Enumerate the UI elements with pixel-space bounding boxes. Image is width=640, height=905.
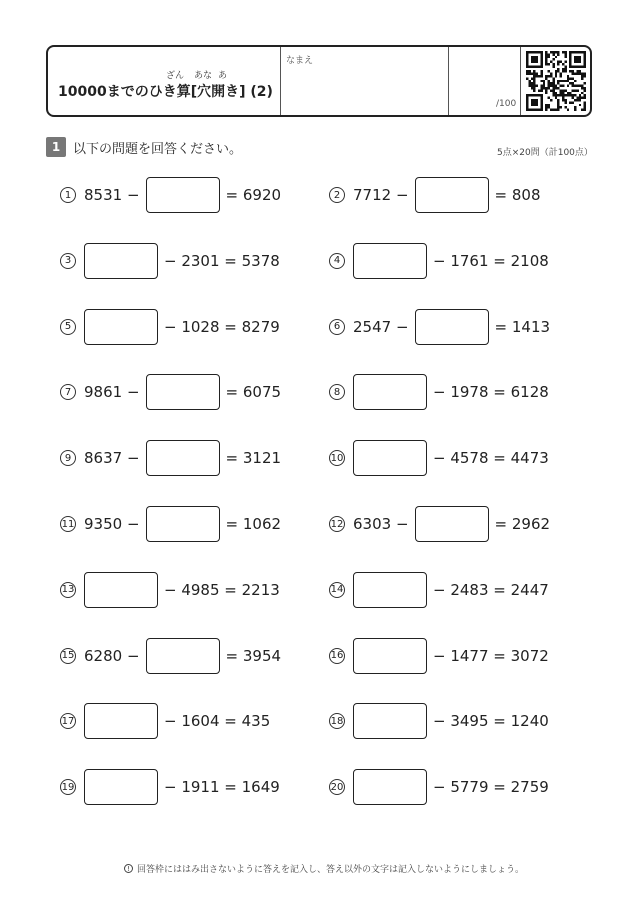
problem-number: 16 — [329, 648, 345, 664]
problem-expression-left: 2547 − — [353, 317, 409, 336]
problem-number: 9 — [60, 450, 76, 466]
ruby-a: あ — [218, 71, 228, 81]
problem-number: 17 — [60, 713, 76, 729]
problem-number: 19 — [60, 779, 76, 795]
divider — [520, 47, 521, 115]
score-label: /100 — [496, 99, 517, 109]
problem-item — [60, 769, 280, 805]
answer-box[interactable] — [353, 440, 427, 476]
problem-expression-left: 9861 − — [84, 383, 140, 402]
section-instruction: 以下の問題を回答ください。 — [73, 142, 243, 157]
problem-item — [329, 572, 549, 608]
problem-expression-right: = 1062 — [225, 515, 282, 533]
problem-number: 14 — [329, 582, 345, 598]
ruby-zan: ざん — [166, 71, 185, 81]
problem-expression-left: 6280 − — [84, 646, 140, 665]
qr-code-icon — [526, 51, 586, 111]
problem-expression-left: 8531 − — [84, 186, 140, 204]
problem-item — [60, 374, 281, 410]
problem-expression-right: = 1413 — [494, 317, 551, 336]
problem-number: 12 — [329, 516, 345, 532]
problem-expression-right: − 1028 = 8279 — [164, 317, 280, 336]
problem-item — [60, 309, 280, 345]
problem-item — [329, 243, 549, 279]
problem-item — [329, 374, 549, 410]
problem-expression-right: − 3495 = 1240 — [433, 712, 549, 731]
answer-box[interactable] — [353, 572, 427, 608]
problem-expression-right: − 1911 = 1649 — [164, 778, 280, 797]
answer-box[interactable] — [84, 703, 158, 739]
problem-number: 18 — [329, 713, 345, 729]
footer-text: 回答枠にははみ出さないように答えを記入し、答え以外の文字は記入しないようにしましょう。 — [137, 865, 525, 875]
problem-item — [329, 703, 549, 739]
problem-expression-right: − 1761 = 2108 — [433, 251, 549, 270]
answer-box[interactable] — [146, 440, 220, 476]
title-cell — [48, 47, 280, 115]
problem-item — [329, 638, 549, 674]
problem-expression-left: 9350 − — [84, 515, 140, 533]
ruby-ana: あな — [194, 71, 213, 81]
problem-number: 11 — [60, 516, 76, 532]
problem-expression-right: = 6075 — [225, 383, 282, 402]
problem-item — [329, 440, 549, 476]
problem-item — [329, 506, 550, 542]
problem-item — [60, 440, 281, 476]
problem-expression-right: − 2483 = 2447 — [433, 580, 549, 599]
answer-box[interactable] — [84, 572, 158, 608]
problem-expression-right: − 1978 = 6128 — [433, 383, 549, 402]
answer-box[interactable] — [415, 506, 489, 542]
divider — [280, 47, 281, 115]
problem-number: 20 — [329, 779, 345, 795]
info-icon: ! — [124, 864, 133, 873]
answer-box[interactable] — [353, 243, 427, 279]
answer-box[interactable] — [353, 638, 427, 674]
problem-item — [329, 769, 549, 805]
problem-item — [60, 703, 270, 739]
problem-number: 7 — [60, 384, 76, 400]
problem-expression-right: = 3954 — [225, 646, 282, 665]
problem-number: 8 — [329, 384, 345, 400]
problem-expression-left: 6303 − — [353, 515, 409, 533]
problem-expression-left: 7712 − — [353, 186, 409, 204]
name-field-label: なまえ — [286, 56, 314, 66]
problem-expression-right: = 808 — [494, 186, 541, 204]
problem-number: 5 — [60, 319, 76, 335]
section-number-badge: 1 — [46, 137, 66, 157]
page-title: 10000までのひき算[穴開き] (2) — [58, 84, 273, 100]
problem-item — [60, 638, 281, 674]
problem-expression-right: − 1604 = 435 — [164, 712, 271, 731]
problem-expression-right: − 1477 = 3072 — [433, 646, 549, 665]
answer-box[interactable] — [353, 769, 427, 805]
problem-expression-right: − 2301 = 5378 — [164, 251, 280, 270]
problem-number: 1 — [60, 187, 76, 203]
answer-box[interactable] — [84, 243, 158, 279]
problem-expression-right: − 4578 = 4473 — [433, 449, 549, 468]
problem-item — [329, 309, 550, 345]
problem-expression-left: 8637 − — [84, 449, 140, 468]
problem-expression-right: = 3121 — [225, 449, 282, 468]
problem-item — [60, 243, 280, 279]
problem-number: 6 — [329, 319, 345, 335]
answer-box[interactable] — [84, 769, 158, 805]
answer-box[interactable] — [415, 177, 489, 213]
answer-box[interactable] — [146, 374, 220, 410]
answer-box[interactable] — [84, 309, 158, 345]
answer-box[interactable] — [353, 374, 427, 410]
problem-expression-right: − 5779 = 2759 — [433, 778, 549, 797]
answer-box[interactable] — [146, 638, 220, 674]
worksheet-header — [46, 45, 592, 117]
problem-item — [60, 177, 281, 213]
answer-box[interactable] — [146, 506, 220, 542]
points-note: 5点×20問（計100点） — [497, 148, 593, 158]
answer-box[interactable] — [353, 703, 427, 739]
problem-number: 15 — [60, 648, 76, 664]
problem-item — [60, 572, 280, 608]
problem-expression-right: − 4985 = 2213 — [164, 580, 280, 599]
problem-expression-right: = 2962 — [494, 515, 551, 533]
problem-item — [329, 177, 540, 213]
problem-number: 13 — [60, 582, 76, 598]
answer-box[interactable] — [146, 177, 220, 213]
problem-number: 3 — [60, 253, 76, 269]
answer-box[interactable] — [415, 309, 489, 345]
problem-number: 2 — [329, 187, 345, 203]
problem-expression-right: = 6920 — [225, 186, 282, 204]
problem-number: 10 — [329, 450, 345, 466]
footer-note — [124, 862, 524, 875]
problem-item — [60, 506, 281, 542]
problem-number: 4 — [329, 253, 345, 269]
divider — [448, 47, 449, 115]
